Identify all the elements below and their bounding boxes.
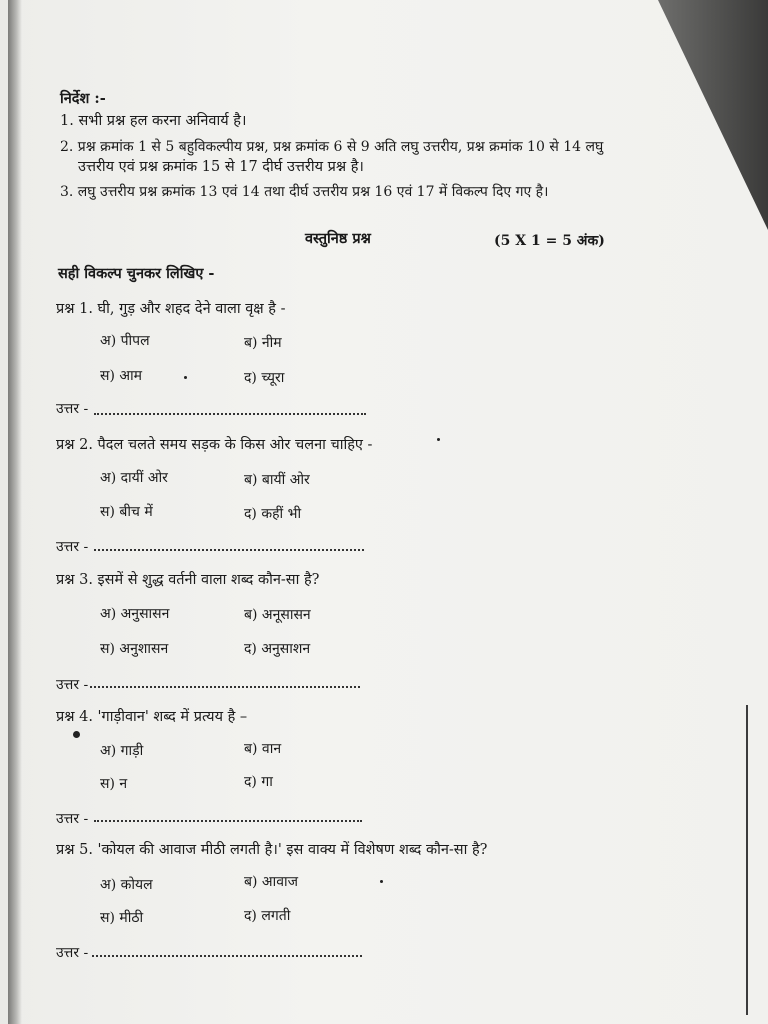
folded-corner [658, 0, 768, 230]
question-3-option-a: अ) अनुसासन [100, 606, 170, 622]
question-3-option-b: ब) अनूसासन [244, 607, 311, 623]
question-1-option-c: स) आम [100, 368, 143, 384]
question-5-option-d: द) लगती [244, 908, 291, 924]
instruction-line-2a: 2. प्रश्न क्रमांक 1 से 5 बहुविकल्पीय प्रश्न, प्रश्न क्रमांक 6 से 9 अति लघु उत्तरीय, प्रश्न क्रमांक 10 से 14 लघु [60, 139, 604, 155]
question-2-text: प्रश्न 2. पैदल चलते समय सड़क के किस ओर चलना चाहिए - [56, 437, 373, 453]
question-2-option-b: ब) बायीं ओर [244, 472, 310, 488]
page-edge-shadow [8, 0, 22, 1024]
section-marks: (5 X 1 = 5 अंक) [494, 233, 605, 249]
scan-speck [437, 438, 440, 441]
question-1-text: प्रश्न 1. घी, गुड़ और शहद देने वाला वृक्ष है - [56, 301, 286, 317]
instructions-heading: निर्देश :- [60, 90, 106, 107]
scan-speck [184, 376, 187, 379]
section-title: वस्तुनिष्ठ प्रश्न [305, 230, 371, 247]
question-4-text: प्रश्न 4. 'गाड़ीवान' शब्द में प्रत्यय है – [56, 709, 248, 725]
question-5-option-a: अ) कोयल [100, 877, 153, 893]
question-1-option-b: ब) नीम [244, 335, 282, 351]
scan-speck [73, 731, 80, 738]
question-1-answer-line [94, 413, 366, 415]
question-3-option-c: स) अनुशासन [100, 641, 169, 657]
question-5-answer-label: उत्तर - [56, 945, 89, 961]
question-2-option-d: द) कहीं भी [244, 506, 302, 522]
question-5-option-b: ब) आवाज [244, 874, 299, 890]
section-direction: सही विकल्प चुनकर लिखिए - [58, 265, 215, 282]
question-4-option-b: ब) वान [244, 741, 282, 757]
question-4-option-c: स) न [100, 776, 128, 792]
question-4-answer-label: उत्तर - [56, 811, 89, 827]
question-3-answer-line [90, 686, 360, 688]
margin-line [746, 705, 748, 1015]
instruction-line-2b: उत्तरीय एवं प्रश्न क्रमांक 15 से 17 दीर्घ उत्तरीय प्रश्न है। [78, 159, 364, 175]
scan-speck [380, 880, 383, 883]
question-5-text: प्रश्न 5. 'कोयल की आवाज मीठी लगती है।' इस वाक्य में विशेषण शब्द कौन-सा है? [56, 842, 488, 858]
question-4-answer-line [94, 820, 362, 822]
instruction-line-3: 3. लघु उत्तरीय प्रश्न क्रमांक 13 एवं 14 तथा दीर्घ उत्तरीय प्रश्न 16 एवं 17 में विकल्प दिए गए है। [60, 184, 549, 200]
question-2-option-a: अ) दायीं ओर [100, 470, 168, 486]
question-3-option-d: द) अनुसाशन [244, 641, 311, 657]
question-3-text: प्रश्न 3. इसमें से शुद्ध वर्तनी वाला शब्द कौन-सा है? [56, 572, 320, 588]
question-1-option-d: द) च्यूरा [244, 370, 285, 386]
question-2-option-c: स) बीच में [100, 504, 153, 520]
question-1-answer-label: उत्तर - [56, 401, 89, 417]
instruction-line-1: 1. सभी प्रश्न हल करना अनिवार्य है। [60, 113, 247, 129]
question-5-option-c: स) मीठी [100, 910, 144, 926]
question-3-answer-label: उत्तर - [56, 677, 89, 693]
question-2-answer-line [94, 549, 364, 551]
question-5-answer-line [92, 955, 362, 957]
question-4-option-d: द) गा [244, 774, 273, 790]
question-4-option-a: अ) गाड़ी [100, 743, 144, 759]
question-2-answer-label: उत्तर - [56, 539, 89, 555]
question-1-option-a: अ) पीपल [100, 333, 150, 349]
